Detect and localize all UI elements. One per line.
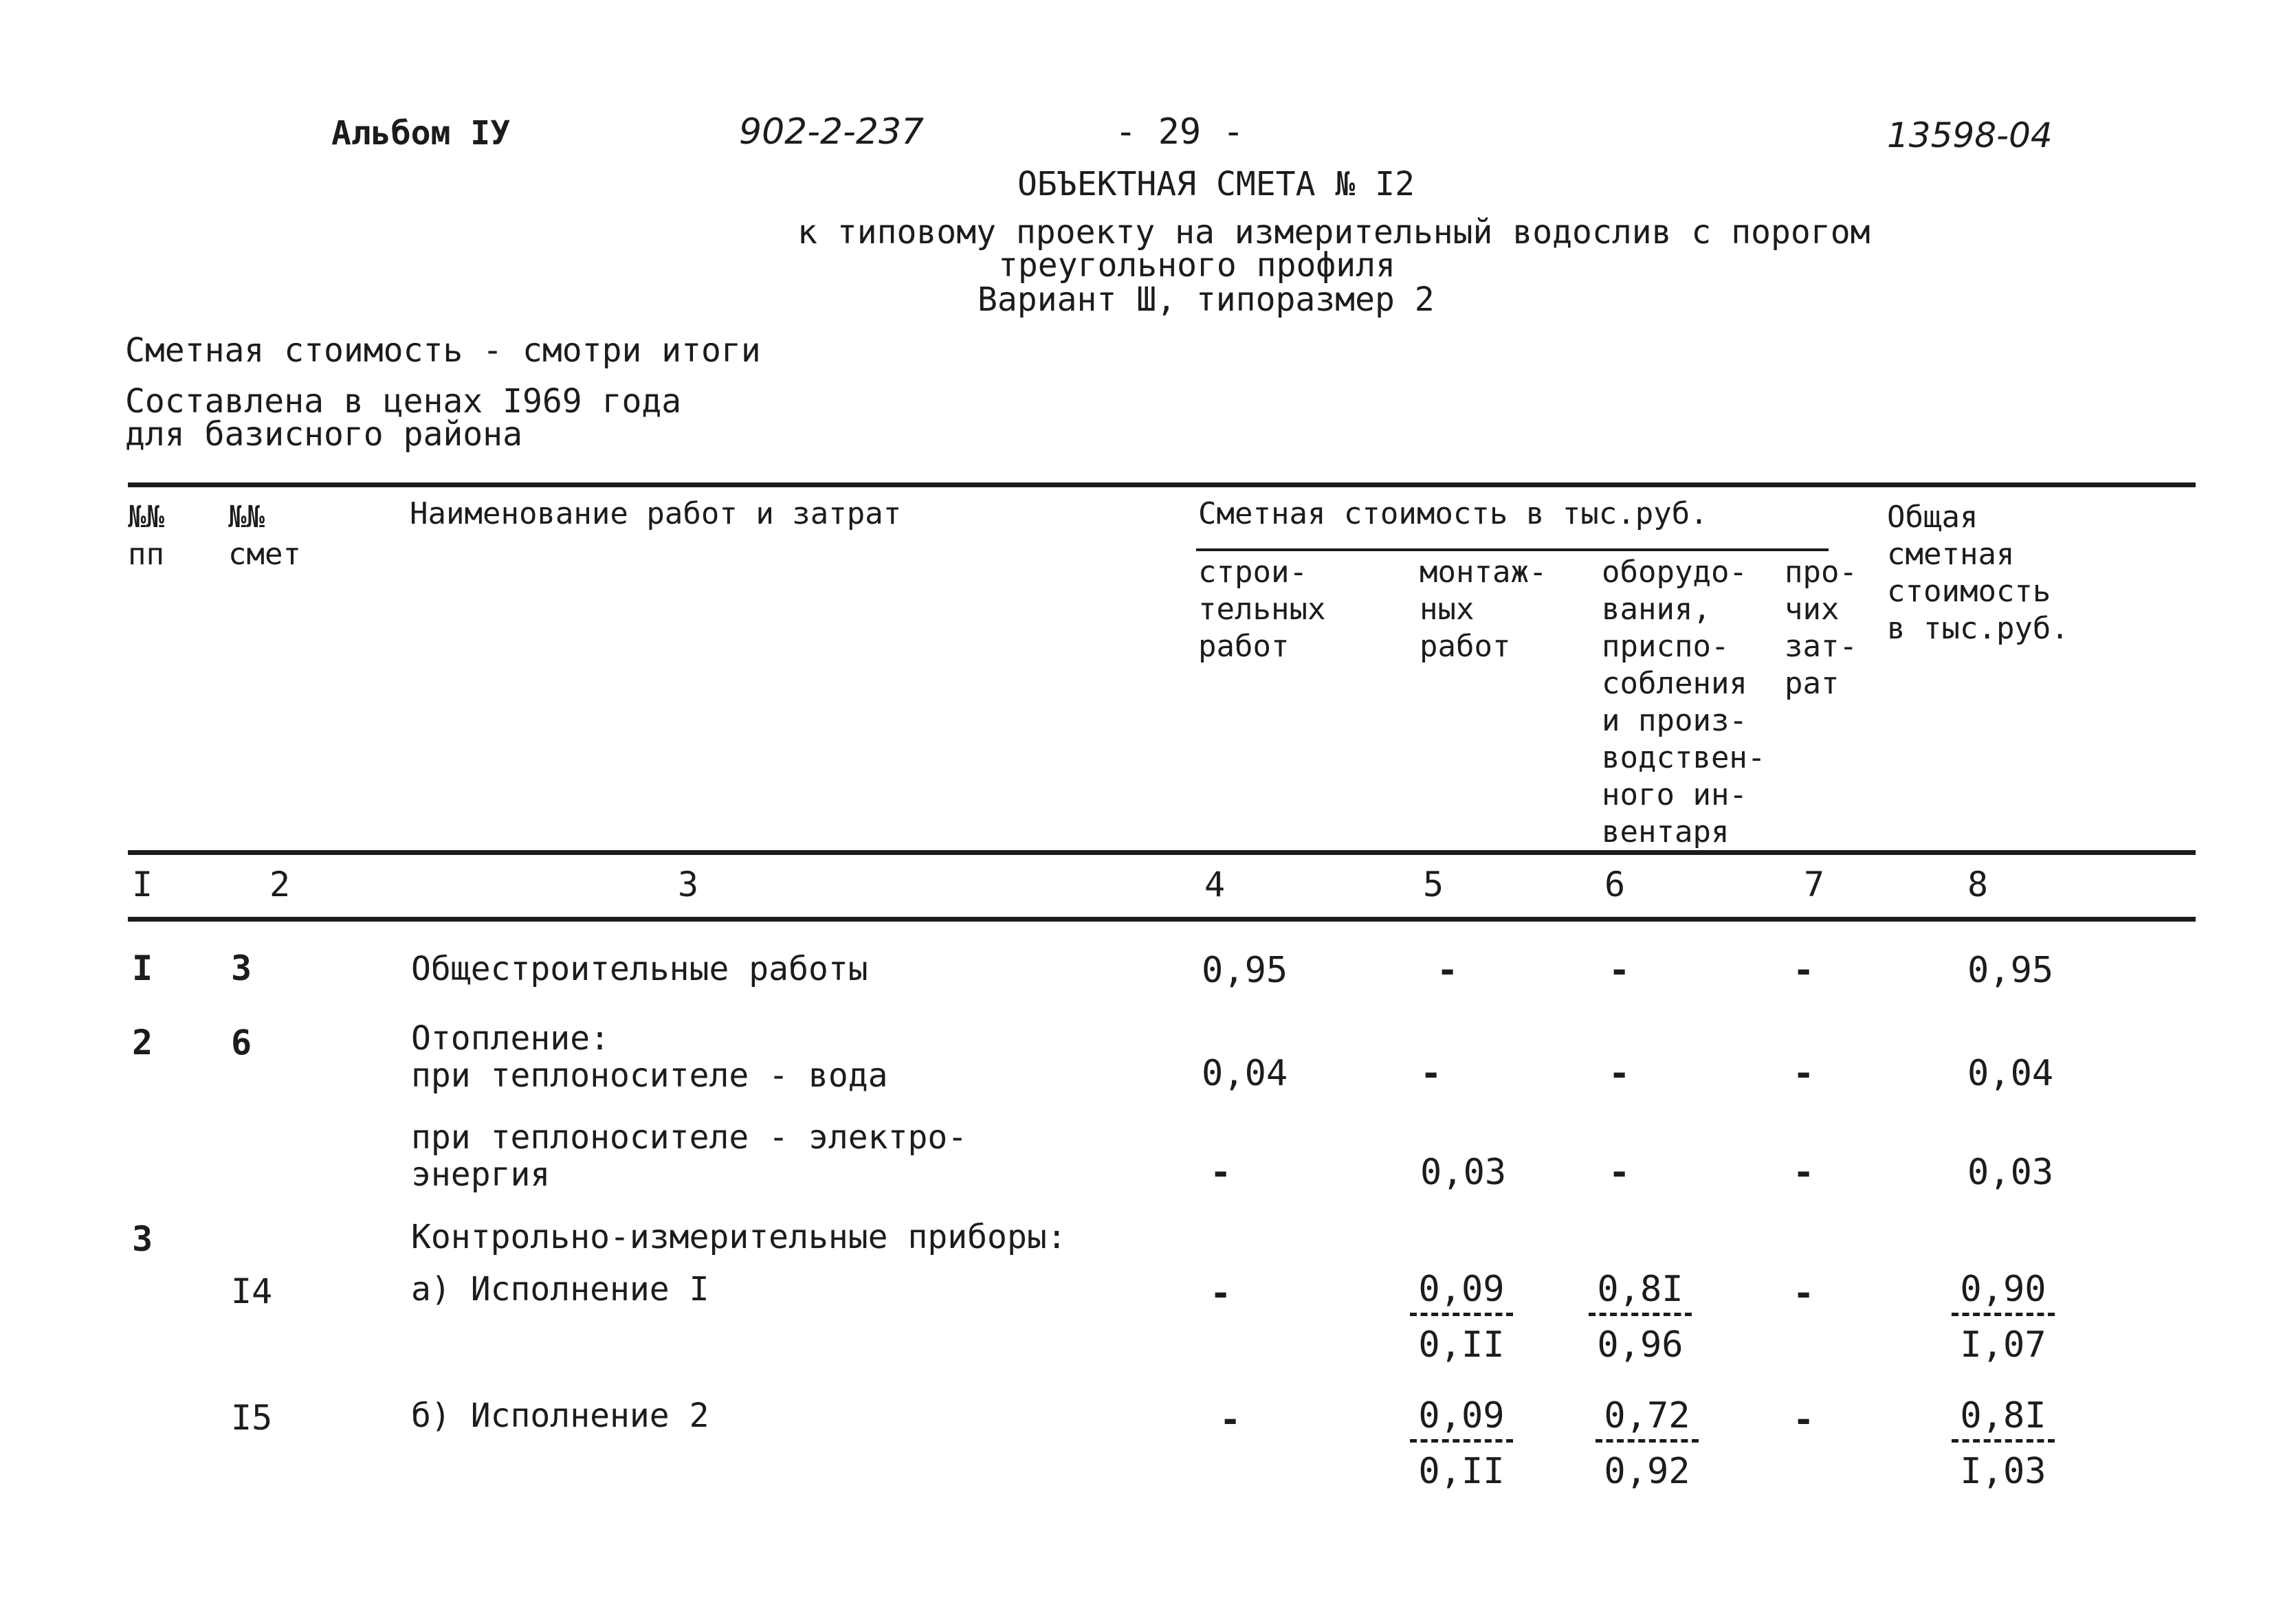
fraction-denominator: 0,II bbox=[1418, 1324, 1505, 1366]
fraction-denominator: I,03 bbox=[1960, 1451, 2046, 1492]
row-other-cost: - bbox=[1793, 1152, 1815, 1193]
row-estimate-number: I4 bbox=[231, 1271, 273, 1311]
fraction-denominator: I,07 bbox=[1960, 1324, 2046, 1366]
row-other-cost: - bbox=[1793, 1273, 1815, 1314]
row-work-name: Отопление: при теплоносителе - вода bbox=[411, 1019, 888, 1095]
row-pp-number: I bbox=[132, 948, 153, 988]
row-installation-cost: 0,03 bbox=[1420, 1152, 1507, 1193]
subtitle-line-1: к типовому проекту на измерительный водослив с порогом bbox=[797, 213, 1870, 252]
prices-line-1: Составлена в ценах I969 года bbox=[125, 382, 682, 421]
header-total-cost: Общая сметная стоимость в тыс.руб. bbox=[1887, 500, 2069, 646]
column-number-4: 4 bbox=[1204, 865, 1226, 904]
row-equipment-cost bbox=[1585, 1395, 1709, 1492]
header-pp-number: №№ пп bbox=[128, 500, 164, 572]
fraction-numerator: 0,90 bbox=[1960, 1269, 2046, 1310]
fraction-bar bbox=[1952, 1439, 2055, 1443]
row-total-cost: 0,03 bbox=[1967, 1152, 2054, 1193]
row-other-cost: - bbox=[1793, 1399, 1815, 1441]
page-number: - 29 - bbox=[1115, 111, 1244, 153]
row-equipment-cost: - bbox=[1609, 950, 1631, 991]
fraction-numerator: 0,8I bbox=[1597, 1269, 1684, 1310]
row-installation-cost bbox=[1400, 1395, 1523, 1492]
album-label: Альбом IУ bbox=[331, 114, 511, 153]
fraction-bar bbox=[1410, 1439, 1513, 1443]
row-estimate-number: I5 bbox=[231, 1398, 273, 1438]
row-work-name: б) Исполнение 2 bbox=[411, 1397, 709, 1435]
row-other-cost: - bbox=[1793, 1053, 1815, 1094]
project-code: 902-2-237 bbox=[739, 111, 925, 153]
row-work-name: Общестроительные работы bbox=[411, 950, 868, 988]
fraction-bar bbox=[1410, 1313, 1513, 1316]
subtitle-line-2: треугольного профиля bbox=[998, 246, 1395, 285]
row-installation-cost: - bbox=[1437, 950, 1459, 991]
header-bottom-rule bbox=[128, 850, 2196, 855]
fraction-numerator: 0,09 bbox=[1418, 1395, 1505, 1436]
table-top-rule bbox=[128, 482, 2196, 487]
header-work-name: Наименование работ и затрат bbox=[410, 496, 902, 531]
row-total-cost bbox=[1941, 1269, 2065, 1366]
column-numbers-rule bbox=[128, 917, 2196, 922]
row-estimate-number: 6 bbox=[231, 1023, 252, 1063]
column-number-5: 5 bbox=[1423, 865, 1444, 904]
row-other-cost: - bbox=[1793, 950, 1815, 991]
fraction-numerator: 0,09 bbox=[1418, 1269, 1505, 1310]
header-other-costs: про- чих зат- рат bbox=[1785, 555, 1857, 701]
column-number-8: 8 bbox=[1967, 865, 1989, 904]
column-number-2: 2 bbox=[269, 865, 291, 904]
header-cost-group: Сметная стоимость в тыс.руб. bbox=[1198, 496, 1708, 531]
prices-line-2: для базисного района bbox=[125, 415, 522, 454]
header-estimate-number: №№ смет bbox=[228, 500, 301, 572]
archive-number: 13598-04 bbox=[1887, 115, 2053, 155]
row-total-cost bbox=[1941, 1395, 2065, 1492]
row-equipment-cost bbox=[1578, 1269, 1702, 1366]
fraction-bar bbox=[1596, 1439, 1699, 1443]
row-construction-cost: - bbox=[1210, 1273, 1232, 1314]
row-work-name: Контрольно-измерительные приборы: bbox=[411, 1218, 1067, 1256]
column-number-1: I bbox=[132, 865, 153, 904]
subtitle-line-3: Вариант Ш, типоразмер 2 bbox=[978, 280, 1435, 319]
row-pp-number: 3 bbox=[132, 1219, 153, 1259]
fraction-denominator: 0,II bbox=[1418, 1451, 1505, 1492]
fraction-bar bbox=[1952, 1313, 2055, 1316]
group-header-rule bbox=[1196, 548, 1829, 551]
row-construction-cost: 0,95 bbox=[1202, 950, 1288, 991]
row-pp-number: 2 bbox=[132, 1023, 153, 1063]
row-equipment-cost: - bbox=[1609, 1152, 1631, 1193]
column-number-6: 6 bbox=[1604, 865, 1626, 904]
row-installation-cost bbox=[1400, 1269, 1523, 1366]
row-construction-cost: 0,04 bbox=[1202, 1053, 1288, 1094]
row-total-cost: 0,04 bbox=[1967, 1053, 2054, 1094]
fraction-denominator: 0,96 bbox=[1597, 1324, 1684, 1366]
fraction-numerator: 0,72 bbox=[1604, 1395, 1690, 1436]
row-estimate-number: 3 bbox=[231, 948, 252, 988]
header-equipment: оборудо- вания, приспо- собления и произ- водствен- ного ин- вентаря bbox=[1602, 555, 1766, 849]
row-construction-cost: - bbox=[1210, 1152, 1232, 1193]
estimated-cost-line: Сметная стоимость - смотри итоги bbox=[125, 331, 761, 370]
row-installation-cost: - bbox=[1420, 1053, 1442, 1094]
header-installation-works: монтаж- ных работ bbox=[1420, 555, 1547, 664]
row-equipment-cost: - bbox=[1609, 1053, 1631, 1094]
row-work-name: при теплоносителе - электро- энергия bbox=[411, 1118, 968, 1194]
column-number-3: 3 bbox=[678, 865, 699, 904]
row-construction-cost: - bbox=[1219, 1399, 1241, 1441]
column-number-7: 7 bbox=[1804, 865, 1825, 904]
row-total-cost: 0,95 bbox=[1967, 950, 2054, 991]
fraction-denominator: 0,92 bbox=[1604, 1451, 1690, 1492]
header-construction-works: строи- тельных работ bbox=[1198, 555, 1326, 664]
fraction-numerator: 0,8I bbox=[1960, 1395, 2046, 1436]
row-work-name: а) Исполнение I bbox=[411, 1270, 709, 1309]
fraction-bar bbox=[1589, 1313, 1692, 1316]
document-title: ОБЪЕКТНАЯ СМЕТА № I2 bbox=[1017, 165, 1415, 203]
